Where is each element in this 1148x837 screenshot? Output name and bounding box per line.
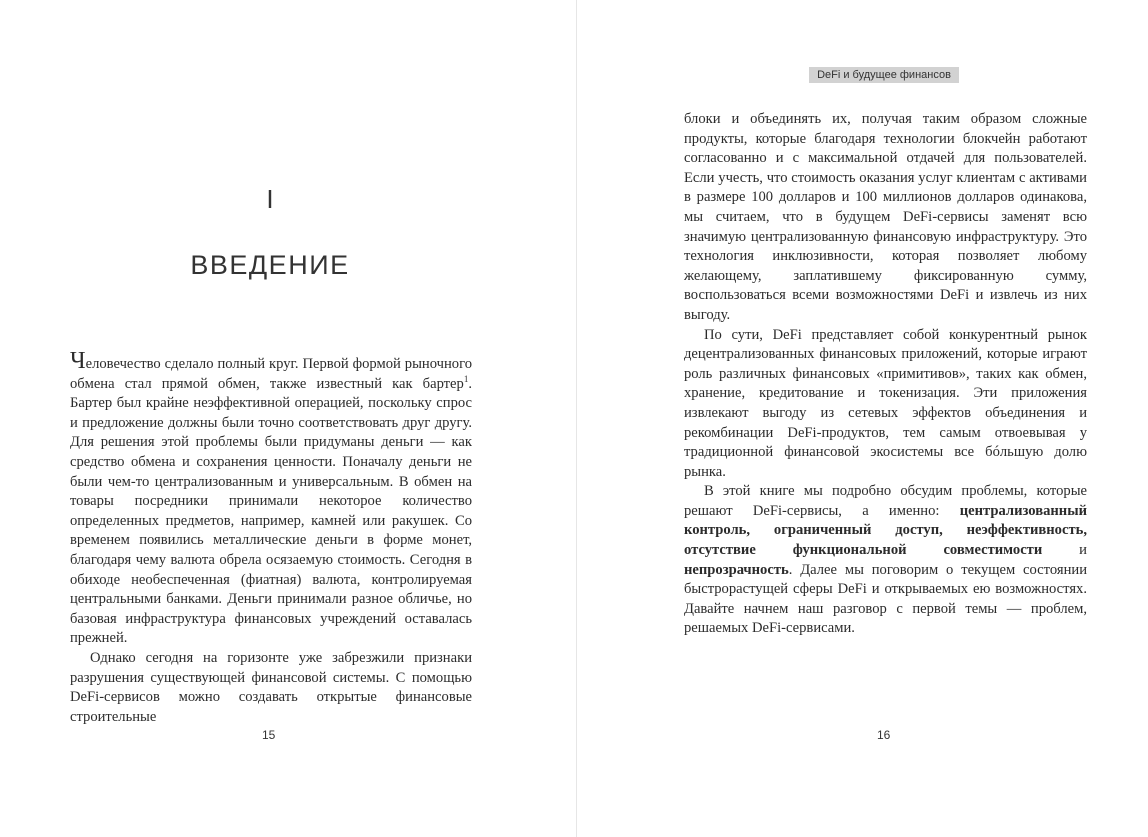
right-paragraph-2: По сути, DeFi представляет собой конкурентный рынок децентрализованных финансовых приложений, которые играют роль различных финансовых «примитивов», таких как обмен, хранение, кредитование и токенизация. Эти приложения извлекают выгоду из сетевых эффектов объединения и рекомбинации DeFi-продуктов, тем самым отвоевывая у традиционной финансовой экосистемы все бóльшую долю рынка.	[684, 326, 1087, 480]
opacity-bold: непрозрачность	[684, 561, 789, 578]
right-paragraph-3	[684, 482, 1087, 639]
left-paragraph-1-text-a: еловечество сделало полный круг. Первой формой рыночного обмена стал прямой обмен, также известный как бартер	[70, 356, 472, 392]
page-number-right: 16	[877, 728, 891, 742]
right-paragraph-3-text-b: и	[1042, 542, 1087, 559]
left-paragraph-1	[70, 348, 472, 649]
chapter-number: I	[266, 184, 274, 214]
right-body-text	[684, 110, 1087, 639]
chapter-title: ВВЕДЕНИЕ	[190, 250, 350, 280]
right-page	[577, 0, 1148, 837]
drop-cap: Ч	[70, 348, 86, 374]
left-paragraph-1-text-b: . Бартер был крайне неэффективной операцией, поскольку спрос и предложение должны были точно соответствовать друг другу. Для решения этой проблемы были придуманы деньги — как средство обмена и сохранения ценности. Поначалу деньги не были чем-то централизованным и универсальным. В обмен на товары посредники принимали некоторое количество определенных предметов, например, камней или ракушек. Со временем появились металлические деньги в форме монет, благодаря чему валюта обрела осязаемую стоимость. Сегодня в обиходе необеспеченная (фиатная) валюта, контролируемая центральными банками. Деньги принимали разное обличье, но базовая инфраструктура финансовых учреждений оставалась прежней.	[70, 375, 472, 647]
left-paragraph-2: Однако сегодня на горизонте уже забрезжили признаки разрушения существующей финансовой системы. С помощью DeFi-сервисов можно создавать открытые финансовые строительные	[70, 649, 472, 725]
problems-list-bold: централизованный контроль, ограниченный доступ, неэффективность, отсутствие функциональной совместимости	[684, 502, 1087, 559]
left-body-text	[70, 348, 472, 727]
right-paragraph-3-text-a: В этой книге мы подробно обсудим проблемы, которые решают DeFi-сервисы, а именно:	[684, 483, 1087, 519]
right-paragraph-1: блоки и объединять их, получая таким образом сложные продукты, которые благодаря технологии блокчейн работают согласованно и с максимальной отдачей для пользователей. Если учесть, что стоимость оказания услуг клиентам с активами в размере 100 долларов и 100 миллионов долларов одинакова, мы считаем, что в будущем DeFi-сервисы заменят всю значимую централизованную финансовую инфраструктуру. Это технология инклюзивности, которая позволяет любому желающему, заплатившему фиксированную сумму, воспользоваться всеми возможностями DeFi и извлечь из них выгоду.	[684, 111, 1087, 323]
footnote-marker[interactable]: 1	[463, 373, 469, 384]
right-paragraph-3-text-c: . Далее мы поговорим о текущем состоянии быстрорастущей сферы DeFi и открываемых ею возможностях. Давайте начнем наш разговор с первой темы — проблем, решаемых DeFi-сервисами.	[684, 561, 1087, 637]
running-head: DeFi и будущее финансов	[809, 67, 959, 83]
page-number-left: 15	[262, 728, 276, 742]
